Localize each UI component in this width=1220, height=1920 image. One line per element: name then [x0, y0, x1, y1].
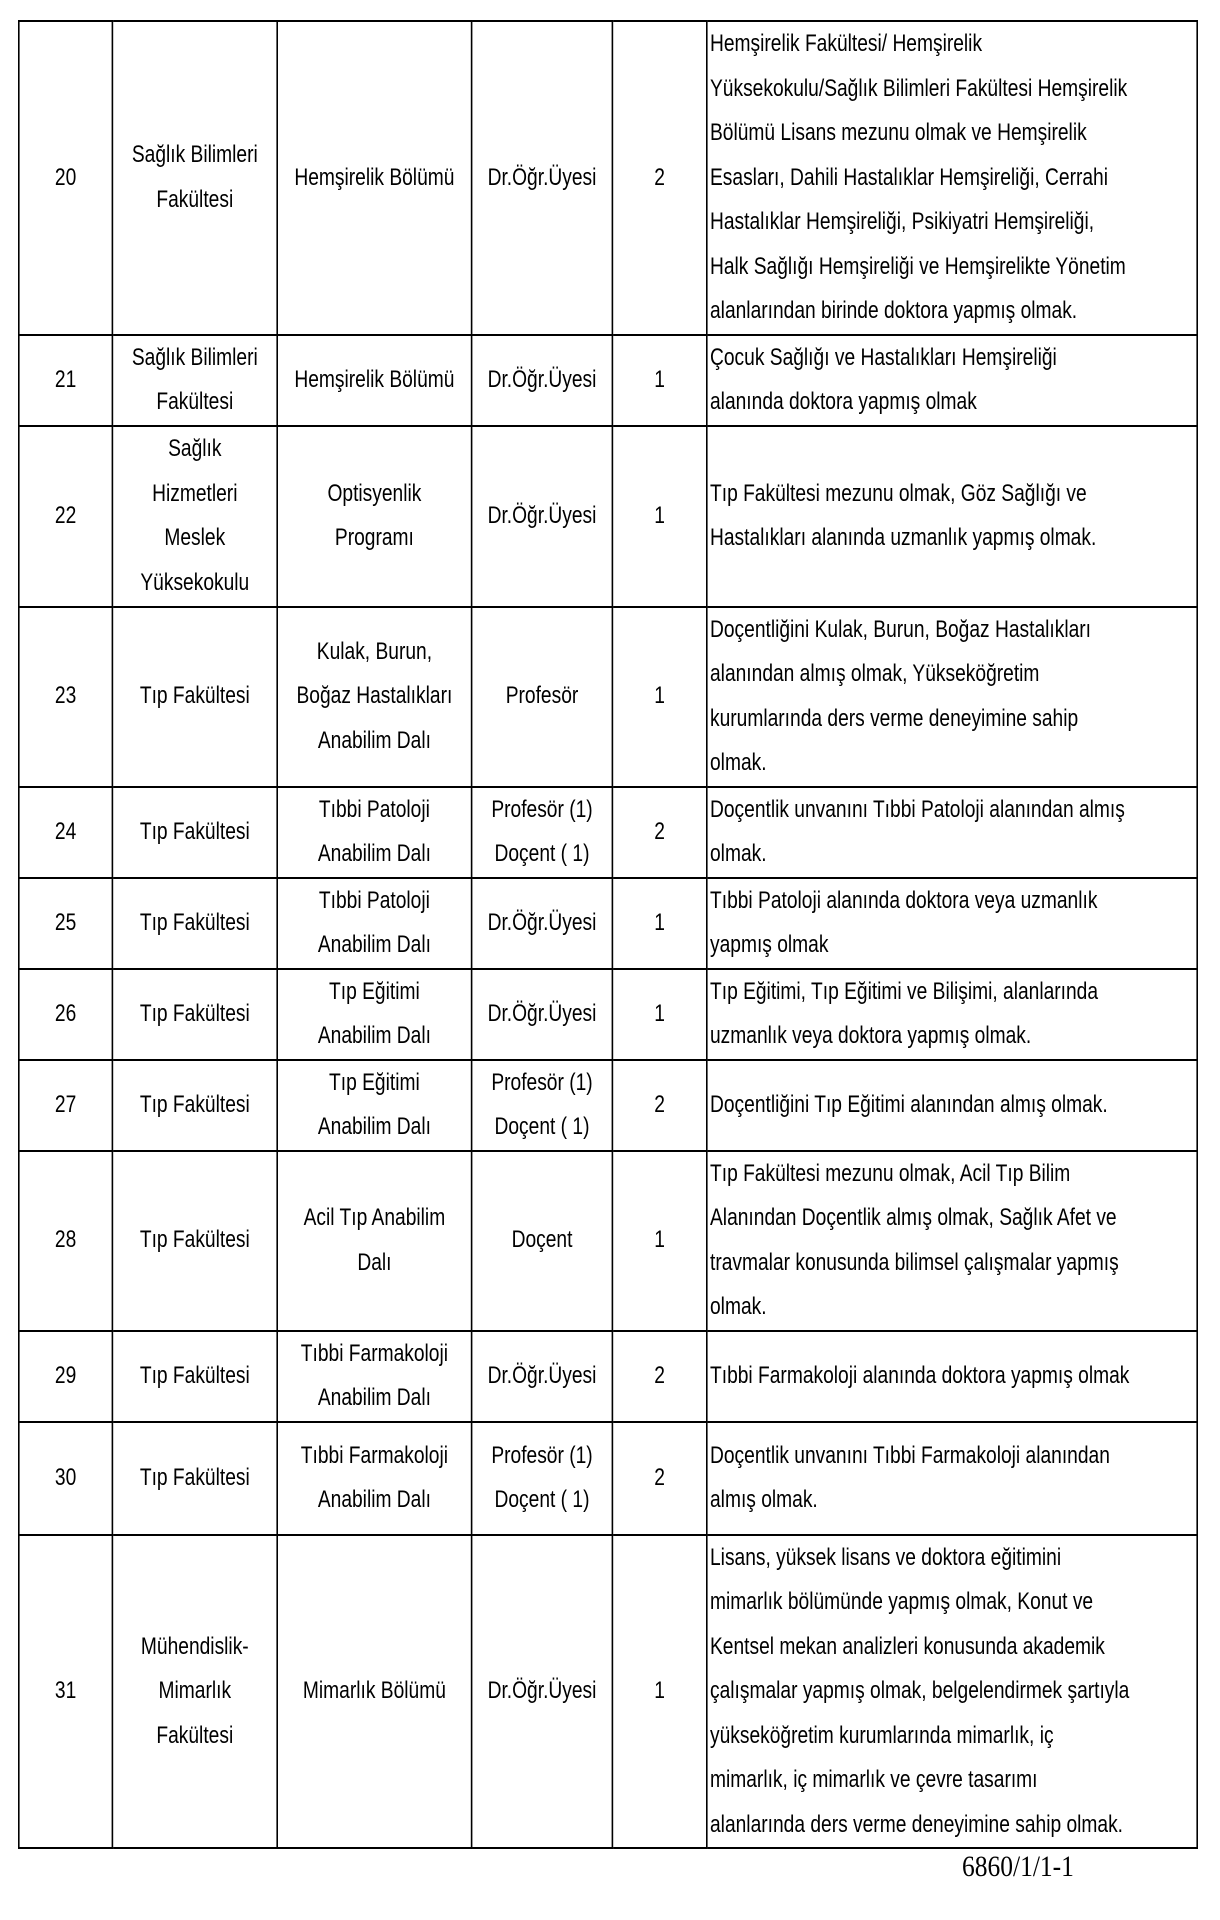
cell-line: Dr.Öğr.Üyesi [487, 1361, 597, 1389]
cell-line: Hemşirelik Bölümü [294, 365, 455, 393]
position-count-cell: 1 [612, 335, 706, 426]
cell-line: olmak. [710, 1293, 767, 1320]
cell-line: alanlarından birinde doktora yapmış olmak. [710, 297, 1078, 324]
positions-table [18, 20, 1198, 1849]
department-cell [277, 969, 471, 1060]
cell-line: Çocuk Sağlığı ve Hastalıkları Hemşireliği [710, 343, 1057, 371]
cell-line: Tıp Fakültesi [139, 908, 250, 936]
cell-line: Optisyenlik [327, 479, 422, 507]
position-count-cell: 1 [612, 1151, 706, 1331]
cell-line: Doçent ( 1) [494, 840, 590, 867]
cell-line: Bölümü Lisans mezunu olmak ve Hemşirelik [710, 119, 1087, 146]
position-count-cell: 1 [612, 1535, 706, 1849]
cell-line: alanında doktora yapmış olmak [710, 388, 977, 415]
cell-line: Sağlık Bilimleri [131, 343, 258, 371]
position-count-cell: 2 [612, 787, 706, 878]
cell-line: Doçent [511, 1226, 573, 1254]
cell-line: Mimarlık [158, 1677, 232, 1704]
title-cell [472, 1422, 613, 1535]
cell-line: mimarlık, iç mimarlık ve çevre tasarımı [710, 1766, 1038, 1793]
requirements-cell [707, 969, 1197, 1060]
cell-line: Sağlık [168, 435, 222, 462]
cell-line: Sağlık Bilimleri [131, 141, 258, 169]
cell-line: Dr.Öğr.Üyesi [487, 999, 597, 1027]
cell-line: Anabilim Dalı [317, 1022, 431, 1049]
requirements-cell [707, 1535, 1197, 1849]
unit-cell [112, 1422, 277, 1535]
cell-line: Programı [334, 524, 414, 551]
position-count-cell: 2 [612, 21, 706, 335]
department-cell [277, 426, 471, 607]
department-cell [277, 878, 471, 969]
cell-line: uzmanlık veya doktora yapmış olmak. [710, 1022, 1032, 1049]
cell-line: Esasları, Dahili Hastalıklar Hemşireliği, Cerrahi [710, 163, 1108, 191]
cell-line: Anabilim Dalı [317, 726, 431, 754]
cell-line: Halk Sağlığı Hemşireliği ve Hemşirelikte Yönetim [710, 252, 1126, 280]
cell-line: Hizmetleri [152, 479, 238, 507]
cell-line: mimarlık bölümünde yapmış olmak, Konut ve [710, 1588, 1094, 1615]
title-cell [472, 1060, 613, 1151]
cell-line: Tıbbi Patoloji [318, 886, 430, 914]
cell-line: Tıp Fakültesi [139, 682, 250, 710]
title-cell [472, 969, 613, 1060]
cell-line: Lisans, yüksek lisans ve doktora eğitimini [710, 1543, 1062, 1571]
cell-line: yapmış olmak [710, 931, 829, 958]
department-cell [277, 607, 471, 787]
cell-line: Kentsel mekan analizleri konusunda akademik [710, 1632, 1105, 1660]
cell-line: Fakültesi [156, 185, 234, 213]
title-cell [472, 878, 613, 969]
cell-line: olmak. [710, 749, 767, 776]
cell-line: Tıp Fakültesi [139, 999, 250, 1027]
title-cell [472, 21, 613, 335]
unit-cell [112, 1535, 277, 1849]
cell-line: Profesör (1) [491, 1068, 593, 1096]
unit-cell [112, 878, 277, 969]
unit-cell [112, 1151, 277, 1331]
requirements-cell [707, 426, 1197, 607]
cell-line: Mühendislik- [140, 1632, 249, 1660]
cell-line: Hastalıkları alanında uzmanlık yapmış olmak. [710, 524, 1097, 551]
department-cell [277, 1151, 471, 1331]
cell-line: Tıp Fakültesi [139, 1361, 250, 1389]
requirements-cell [707, 1422, 1197, 1535]
cell-line: Tıbbi Patoloji [318, 795, 430, 823]
department-cell [277, 1535, 471, 1849]
department-cell [277, 787, 471, 878]
row-number-cell: 30 [19, 1422, 113, 1535]
requirements-cell [707, 21, 1197, 335]
cell-line: Dr.Öğr.Üyesi [487, 1677, 597, 1704]
cell-line: kurumlarında ders verme deneyimine sahip [710, 704, 1079, 732]
cell-line: Tıp Fakültesi mezunu olmak, Göz Sağlığı ve [710, 479, 1087, 507]
requirements-cell [707, 878, 1197, 969]
title-cell [472, 335, 613, 426]
cell-line: alanlarında ders verme deneyimine sahip olmak. [710, 1810, 1124, 1838]
cell-line: Yüksekokulu/Sağlık Bilimleri Fakültesi Hemşirelik [710, 74, 1128, 102]
department-cell [277, 335, 471, 426]
cell-line: Doçentlik unvanını Tıbbi Farmakoloji alanından [710, 1441, 1110, 1469]
requirements-cell [707, 607, 1197, 787]
row-number-cell: 22 [19, 426, 113, 607]
cell-line: Anabilim Dalı [317, 1384, 431, 1411]
cell-line: alanından almış olmak, Yükseköğretim [710, 660, 1040, 687]
department-cell [277, 1422, 471, 1535]
cell-line: Dr.Öğr.Üyesi [487, 908, 597, 936]
cell-line: Tıbbi Farmakoloji [300, 1339, 449, 1367]
row-number-cell: 26 [19, 969, 113, 1060]
unit-cell [112, 1331, 277, 1422]
position-count-cell: 1 [612, 969, 706, 1060]
row-number-cell: 25 [19, 878, 113, 969]
position-count-cell: 2 [612, 1331, 706, 1422]
cell-line: Yüksekokulu [140, 568, 250, 596]
row-number-cell: 28 [19, 1151, 113, 1331]
cell-line: Boğaz Hastalıkları [296, 682, 453, 710]
document-page [18, 20, 1198, 1849]
unit-cell [112, 607, 277, 787]
table-row [19, 1060, 1197, 1151]
cell-line: Anabilim Dalı [317, 840, 431, 867]
cell-line: Doçentlik unvanını Tıbbi Patoloji alanından almış [710, 795, 1125, 823]
table-row [19, 1331, 1197, 1422]
table-row [19, 969, 1197, 1060]
row-number-cell: 24 [19, 787, 113, 878]
cell-line: Tıp Fakültesi [139, 1090, 250, 1118]
cell-line: Profesör (1) [491, 1441, 593, 1469]
requirements-cell [707, 1151, 1197, 1331]
row-number-cell: 20 [19, 21, 113, 335]
table-row [19, 607, 1197, 787]
unit-cell [112, 426, 277, 607]
document-reference-number: 6860/1/1-1 [962, 1850, 1074, 1883]
cell-line: Doçentliğini Kulak, Burun, Boğaz Hastalıkları [710, 615, 1091, 643]
cell-line: Acil Tıp Anabilim [303, 1204, 446, 1231]
cell-line: Dalı [357, 1248, 392, 1276]
cell-line: Kulak, Burun, [316, 637, 433, 665]
position-count-cell: 2 [612, 1422, 706, 1535]
cell-line: Anabilim Dalı [317, 1486, 431, 1513]
cell-line: Doçent ( 1) [494, 1486, 590, 1513]
cell-line: Mimarlık Bölümü [302, 1677, 446, 1704]
table-row [19, 787, 1197, 878]
table-row [19, 21, 1197, 335]
requirements-cell [707, 787, 1197, 878]
row-number-cell: 31 [19, 1535, 113, 1849]
title-cell [472, 607, 613, 787]
cell-line: Dr.Öğr.Üyesi [487, 163, 597, 191]
cell-line: Tıp Eğitimi [329, 1068, 420, 1096]
unit-cell [112, 1060, 277, 1151]
cell-line: Tıp Fakültesi [139, 1226, 250, 1254]
position-count-cell: 1 [612, 607, 706, 787]
cell-line: Dr.Öğr.Üyesi [487, 501, 597, 529]
cell-line: Tıbbi Farmakoloji [300, 1441, 449, 1469]
unit-cell [112, 335, 277, 426]
cell-line: almış olmak. [710, 1486, 818, 1513]
title-cell [472, 426, 613, 607]
requirements-cell [707, 1331, 1197, 1422]
table-row [19, 426, 1197, 607]
cell-line: Anabilim Dalı [317, 931, 431, 958]
table-row [19, 335, 1197, 426]
cell-line: Alanından Doçentlik almış olmak, Sağlık Afet ve [710, 1204, 1117, 1231]
cell-line: Tıbbi Patoloji alanında doktora veya uzmanlık [710, 886, 1098, 914]
cell-line: Hastalıklar Hemşireliği, Psikiyatri Hemşireliği, [710, 208, 1095, 235]
cell-line: Doçent ( 1) [494, 1113, 590, 1140]
cell-line: Profesör (1) [491, 795, 593, 823]
cell-line: travmalar konusunda bilimsel çalışmalar yapmış [710, 1248, 1119, 1276]
title-cell [472, 1151, 613, 1331]
title-cell [472, 1535, 613, 1849]
cell-line: Tıp Eğitimi [329, 977, 420, 1005]
requirements-cell [707, 335, 1197, 426]
cell-line: Tıp Fakültesi [139, 1463, 250, 1491]
cell-line: Tıbbi Farmakoloji alanında doktora yapmış olmak [710, 1361, 1130, 1389]
title-cell [472, 787, 613, 878]
position-count-cell: 2 [612, 1060, 706, 1151]
cell-line: Hemşirelik Bölümü [294, 163, 455, 191]
unit-cell [112, 787, 277, 878]
cell-line: olmak. [710, 840, 767, 867]
table-row [19, 1535, 1197, 1849]
cell-line: Tıp Fakültesi [139, 817, 250, 845]
cell-line: Fakültesi [156, 388, 234, 415]
requirements-cell [707, 1060, 1197, 1151]
table-row [19, 1422, 1197, 1535]
row-number-cell: 23 [19, 607, 113, 787]
row-number-cell: 27 [19, 1060, 113, 1151]
cell-line: yükseköğretim kurumlarında mimarlık, iç [710, 1721, 1054, 1749]
department-cell [277, 21, 471, 335]
unit-cell [112, 21, 277, 335]
row-number-cell: 21 [19, 335, 113, 426]
cell-line: Meslek [164, 524, 226, 551]
row-number-cell: 29 [19, 1331, 113, 1422]
title-cell [472, 1331, 613, 1422]
cell-line: Tıp Fakültesi mezunu olmak, Acil Tıp Bilim [710, 1159, 1071, 1187]
unit-cell [112, 969, 277, 1060]
cell-line: Doçentliğini Tıp Eğitimi alanından almış olmak. [710, 1090, 1108, 1118]
table-row [19, 878, 1197, 969]
cell-line: Hemşirelik Fakültesi/ Hemşirelik [710, 30, 983, 57]
cell-line: Dr.Öğr.Üyesi [487, 365, 597, 393]
position-count-cell: 1 [612, 426, 706, 607]
cell-line: çalışmalar yapmış olmak, belgelendirmek şartıyla [710, 1677, 1130, 1704]
cell-line: Anabilim Dalı [317, 1113, 431, 1140]
table-row [19, 1151, 1197, 1331]
position-count-cell: 1 [612, 878, 706, 969]
cell-line: Profesör [505, 682, 579, 710]
department-cell [277, 1060, 471, 1151]
cell-line: Tıp Eğitimi, Tıp Eğitimi ve Bilişimi, alanlarında [710, 977, 1099, 1005]
cell-line: Fakültesi [156, 1721, 234, 1749]
department-cell [277, 1331, 471, 1422]
